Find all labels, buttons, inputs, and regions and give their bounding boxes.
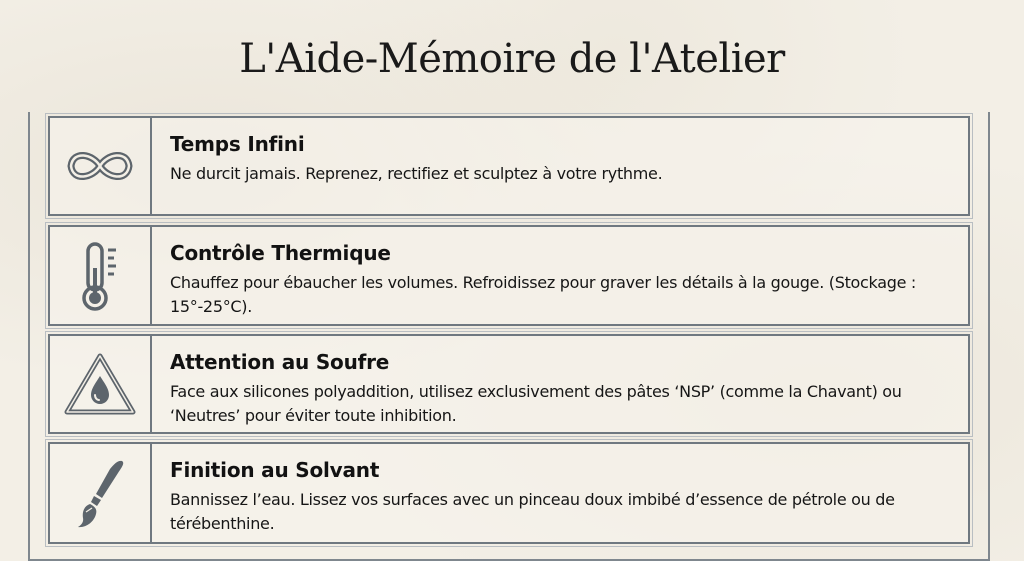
card-temps-infini [48,116,970,216]
page-title: L'Aide-Mémoire de l'Atelier [239,36,785,82]
thermometer-icon [50,227,152,324]
card-heading: Contrôle Thermique [170,241,391,265]
card-heading: Finition au Solvant [170,458,380,482]
warning-drop-icon [50,336,152,432]
card-heading: Attention au Soufre [170,350,390,374]
infinity-icon [50,118,152,214]
card-body: Bannissez l’eau. Lissez vos surfaces avec un pinceau doux imbibé d’essence de pétrole ou de térébenthine. [170,490,895,533]
card-body: Ne durcit jamais. Reprenez, rectifiez et sculptez à votre rythme. [170,164,663,183]
card-controle-thermique [48,225,970,326]
paintbrush-icon [50,444,152,542]
card-attention-soufre [48,334,970,434]
card-heading: Temps Infini [170,132,305,156]
card-body: Face aux silicones polyaddition, utilisez exclusivement des pâtes ‘NSP’ (comme la Chavant) ou ‘Neutres’ pour éviter toute inhibition. [170,382,902,425]
card-body: Chauffez pour ébaucher les volumes. Refroidissez pour graver les détails à la gouge. (Stockage : 15°-25°C). [170,273,916,316]
card-finition-solvant [48,442,970,544]
